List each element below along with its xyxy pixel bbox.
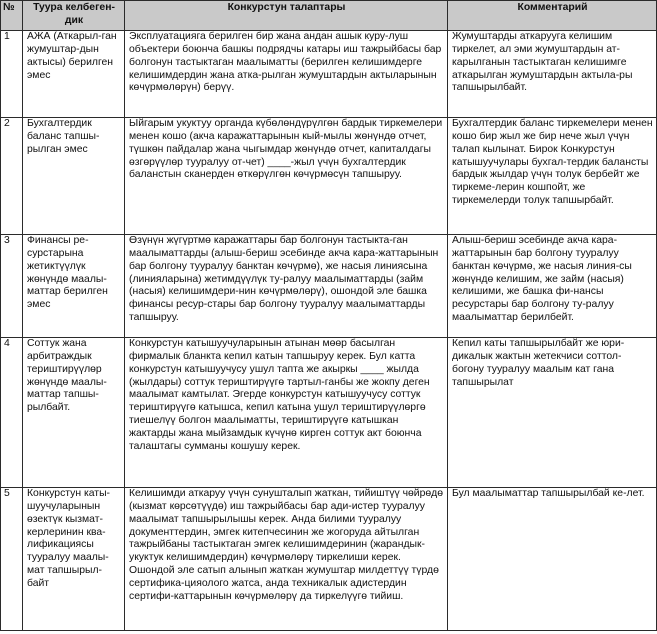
- violation-cell: Конкурстун каты-шуучуларынын өзектүк кызмат-керлеринин ква-лификациясы тууралуу маалы-мат тапшырыл-байт: [23, 487, 125, 630]
- table-row: [1, 30, 657, 117]
- table-row: [1, 234, 657, 337]
- requirement-cell: Эксплуатацияга берилген бир жана андан ашык куру-луш объектери боюнча башкы подрядчы катары иш тажрыйбасы бар болгонун тастыктаган маалыматты (берилген келишимдерге келишимдердин жана атка-рылган жумуштардын актыларынын көчүрмөлөрүн) берүү.: [125, 30, 448, 117]
- requirement-cell: Келишимди аткаруу үчүн сунушталып жаткан, тийиштүү чөйрөдө (кызмат көрсөтүүдө) иш тажрыйбасы бар ади-истер тууралуу маалымат тапшырылышы керек. Анда билими тууралуу документтердин, эмгек китепчесинин же жогоруда айтылган тажрыйбаны тастыктаган эмгек келишимдеринин (жарандык-укуктук келишимдердин) көчүрмөлөрү тиркелиши керек. Ошондой эле сатып алынып жаткан жумуштар милдеттүү түрдө сертифика-цияолого жатса, анда техникалык адистердин сертифи-каттарынын көчүрмөлөрү да тиркелүүгө тийиш.: [125, 487, 448, 630]
- table-row: [1, 117, 657, 234]
- header-comment: Комментарий: [448, 1, 657, 31]
- comment-cell: Кепил каты тапшырылбайт же юри-дикалык жактын жетекчиси соттол-богону тууралуу маалым кат гана тапшырылат: [448, 337, 657, 487]
- comment-cell: Бул маалыматтар тапшырылбай ке-лет.: [448, 487, 657, 630]
- table-row: [1, 337, 657, 487]
- header-requirement: Конкурстун талаптары: [125, 1, 448, 31]
- requirement-cell: Өзүнүн жүгүртмө каражаттары бар болгонун тастыкта-ган маалыматтарды (алыш-бериш эсебинде акча кара-жаттарынын бар болгону тууралуу банктан көчүрмө), же насыя линиясына (линияларына) жетимдүүлүк ту-ралуу маалыматтарды (займ (насыя) келишимдери-нин көчүрмөлөрү), ошондой эле башка финансы ресур-стары бар болгону тууралуу маалыматтарды тапшыруу.: [125, 234, 448, 337]
- requirement-cell: Конкурстун катышуучуларынын атынан мөөр басылган фирмалык бланкта кепил катын тапшыруу керек. Бул катта конкурстун катышуучусу ушул тапта же акыркы ____ жылда (жылдары) соттук териштирүүгө тартыл-ганбы же жокпу деген маалымат камтылат. Эгерде конкурстун катышуучусу соттук териштирүүгө катышса, кепил катына ушул териштирүүлөргө тиешелүү болгон маалыматты, териштирүүгө катышкан жактарды жана мыйзамдык күчүнө кирген соттук акт боюнча талаштагы сумманы кошушу керек.: [125, 337, 448, 487]
- comment-cell: Жумуштарды аткарууга келишим тиркелет, ал эми жумуштардын ат-карылганын тастыктаган келишимге аткарылган жумуштардын актыла-ры тапшырылбайт.: [448, 30, 657, 117]
- table-row: [1, 487, 657, 630]
- row-number: 3: [1, 234, 23, 337]
- table-header: [1, 1, 657, 31]
- row-number: 2: [1, 117, 23, 234]
- violation-cell: АЖА (Аткарыл-ган жумуштар-дын актысы) берилген эмес: [23, 30, 125, 117]
- header-number: №: [1, 1, 23, 31]
- comment-cell: Алыш-бериш эсебинде акча кара-жаттарынын бар болгону тууралуу банктан көчүрмө, же насыя линия-сы жөнүндө келишим, же займ (насыя) келишими, же башка фи-нансы ресурстары бар болгону ту-ралуу маалыматтар берилбейт.: [448, 234, 657, 337]
- row-number: 5: [1, 487, 23, 630]
- requirement-cell: Ыйгарым укуктуу органда күбөлөндүрүлгөн бардык тиркемелери менен кошо (акча каражаттарынын кый-мылы жөнүндө отчет, түшкөн пайдалар жана чыгымдар жөнүндө отчет, капиталдагы өзгөрүүлөр тууралуу от-чет) ____-жыл үчүн бухгалтердик баланстын сканерден өткөрүлгөн көчүрмөсүн тапшыруу.: [125, 117, 448, 234]
- header-row: [1, 1, 657, 31]
- row-number: 4: [1, 337, 23, 487]
- header-violation: Туура келбеген-дик: [23, 1, 125, 31]
- comment-cell: Бухгалтердик баланс тиркемелери менен кошо бир жыл же бир нече жыл үчүн талап кылынат. Бирок Конкурстун катышуучулары бухгал-тердик балансты бардык жылдар үчүн толук бербейт же тиркеме-лерин кошпойт, же тиркемелерди толук тапшырбайт.: [448, 117, 657, 234]
- violation-cell: Соттук жана арбитраждык териштирүүлөр жөнүндө маалы-маттар тапшы-рылбайт.: [23, 337, 125, 487]
- table-body: [1, 30, 657, 630]
- row-number: 1: [1, 30, 23, 117]
- violation-cell: Финансы ре-сурстарына жетиктүүлүк жөнүндө маалы-маттар берилген эмес: [23, 234, 125, 337]
- violation-cell: Бухгалтердик баланс тапшы-рылган эмес: [23, 117, 125, 234]
